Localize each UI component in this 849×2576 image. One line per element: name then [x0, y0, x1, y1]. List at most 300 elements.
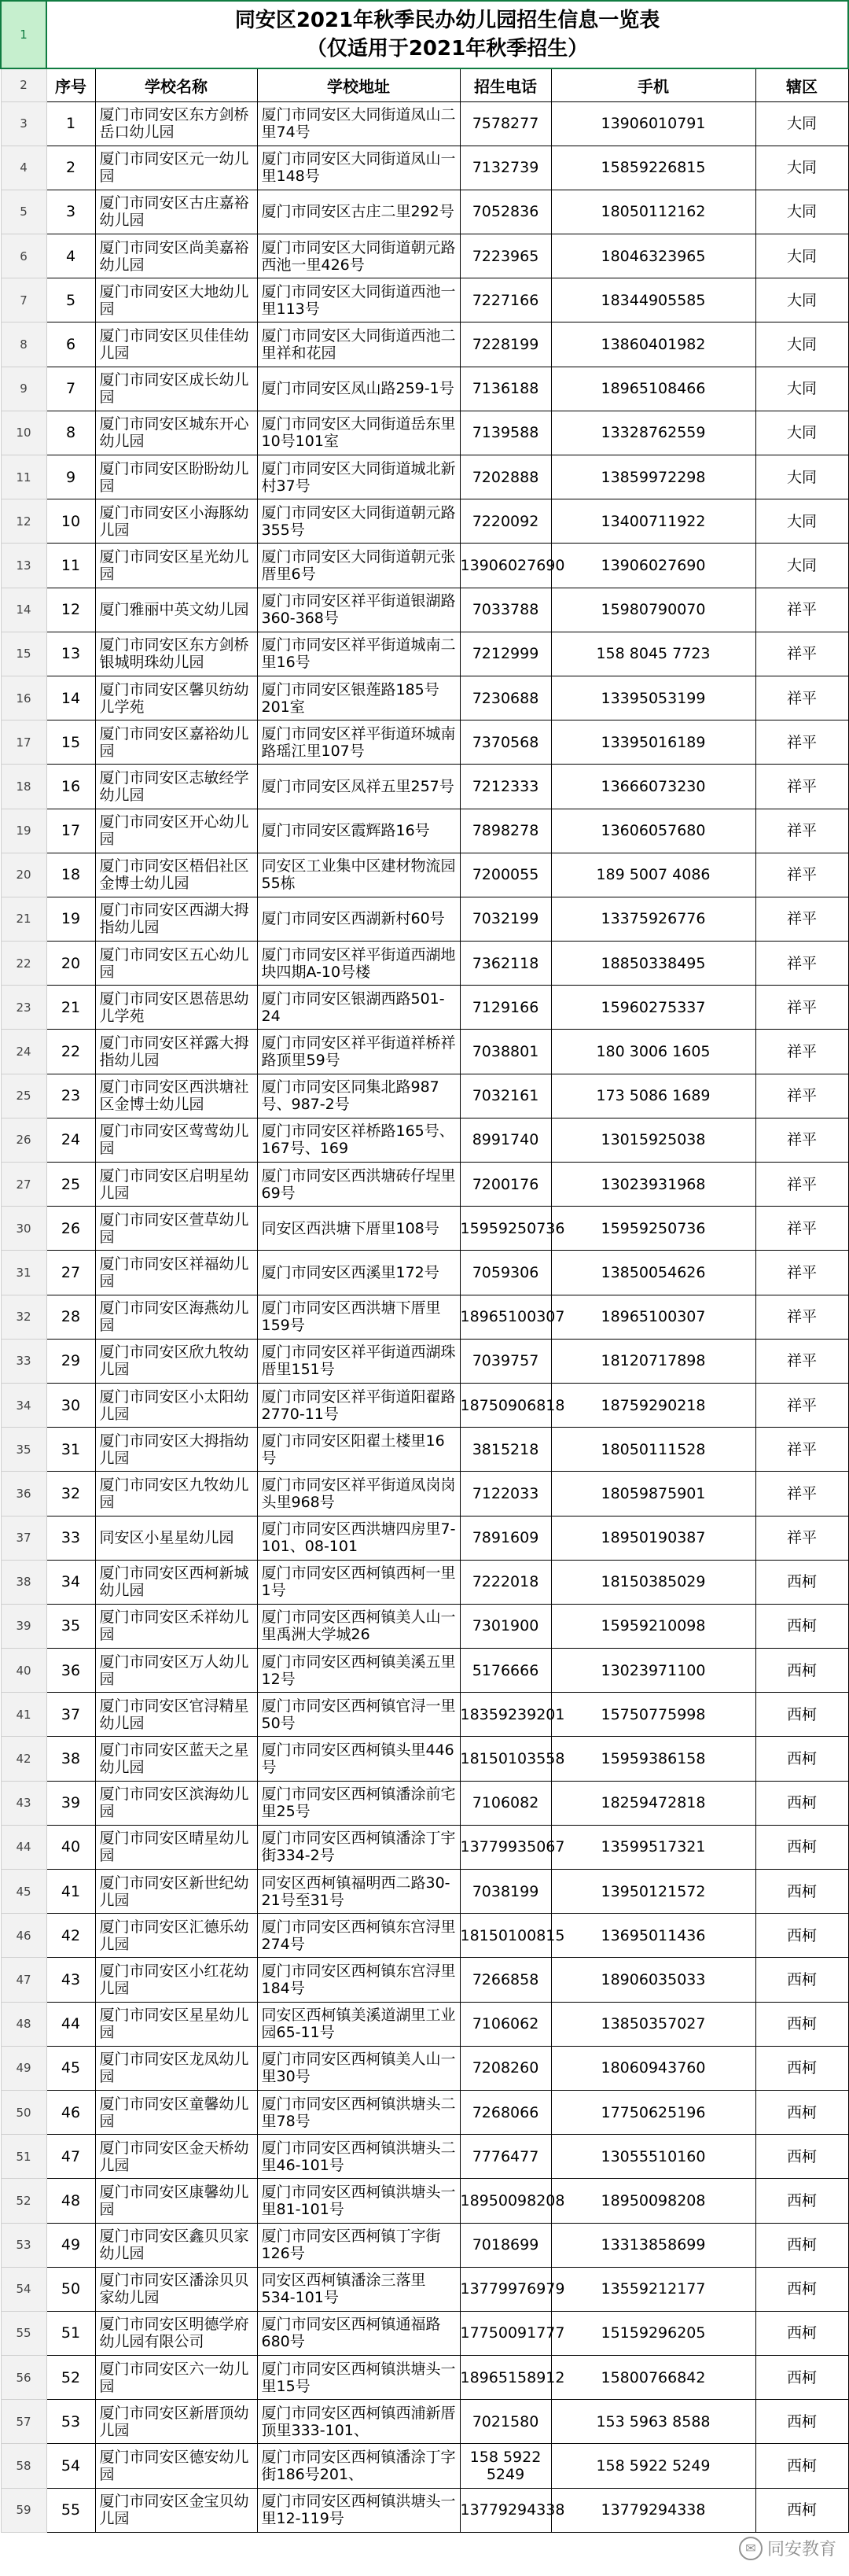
cell-tel[interactable]: 7129166 — [460, 986, 551, 1030]
cell-address[interactable]: 厦门市同安区西柯镇潘涂丁宇街334-2号 — [257, 1825, 460, 1869]
cell-name[interactable]: 厦门市同安区金天桥幼儿园 — [95, 2135, 257, 2179]
cell-address[interactable]: 厦门市同安区同集北路987号、987-2号 — [257, 1074, 460, 1118]
cell-address[interactable]: 厦门市同安区西柯镇西浦新厝顶里333-101、 — [257, 2400, 460, 2444]
cell-tel[interactable]: 7208260 — [460, 2046, 551, 2090]
cell-address[interactable]: 厦门市同安区西柯镇美溪五里12号 — [257, 1649, 460, 1693]
cell-mobile[interactable]: 18950098208 — [551, 2179, 755, 2223]
row-number[interactable]: 19 — [1, 809, 46, 853]
cell-no[interactable]: 34 — [46, 1560, 95, 1604]
cell-name[interactable]: 厦门市同安区莺莺幼儿园 — [95, 1118, 257, 1162]
cell-mobile[interactable]: 18344905585 — [551, 278, 755, 322]
cell-address[interactable]: 厦门市同安区西柯镇洪塘头一里81-101号 — [257, 2179, 460, 2223]
cell-mobile[interactable]: 15800766842 — [551, 2356, 755, 2400]
cell-district[interactable]: 大同 — [755, 146, 848, 190]
cell-tel[interactable]: 7212333 — [460, 765, 551, 809]
cell-address[interactable]: 厦门市同安区西柯镇美人山一里30号 — [257, 2046, 460, 2090]
cell-name[interactable]: 厦门市同安区童馨幼儿园 — [95, 2090, 257, 2134]
cell-district[interactable]: 西柯 — [755, 1560, 848, 1604]
cell-name[interactable]: 厦门市同安区东方剑桥银城明珠幼儿园 — [95, 632, 257, 676]
cell-name[interactable]: 厦门市同安区成长幼儿园 — [95, 367, 257, 411]
cell-district[interactable]: 大同 — [755, 190, 848, 234]
cell-no[interactable]: 52 — [46, 2356, 95, 2400]
cell-no[interactable]: 46 — [46, 2090, 95, 2134]
row-number[interactable]: 8 — [1, 322, 46, 367]
cell-district[interactable]: 祥平 — [755, 1516, 848, 1560]
cell-address[interactable]: 厦门市同安区古庄二里292号 — [257, 190, 460, 234]
cell-address[interactable]: 同安区西柯镇潘涂三落里534-101号 — [257, 2267, 460, 2311]
cell-no[interactable]: 11 — [46, 544, 95, 588]
cell-district[interactable]: 祥平 — [755, 1074, 848, 1118]
cell-tel[interactable]: 18150103558 — [460, 1737, 551, 1781]
cell-name[interactable]: 厦门市同安区新世纪幼儿园 — [95, 1870, 257, 1914]
row-number[interactable]: 24 — [1, 1030, 46, 1074]
cell-address[interactable]: 厦门市同安区西柯镇东宫浔里184号 — [257, 1958, 460, 2002]
cell-address[interactable]: 厦门市同安区祥平街道西湖珠厝里151号 — [257, 1339, 460, 1383]
row-number[interactable]: 47 — [1, 1958, 46, 2002]
row-number[interactable]: 25 — [1, 1074, 46, 1118]
cell-address[interactable]: 同安区西柯镇福明西二路30-21号至31号 — [257, 1870, 460, 1914]
cell-district[interactable]: 祥平 — [755, 853, 848, 897]
row-number[interactable]: 35 — [1, 1428, 46, 1472]
cell-name[interactable]: 厦门市同安区东方剑桥岳口幼儿园 — [95, 101, 257, 146]
row-number[interactable]: 14 — [1, 588, 46, 632]
cell-district[interactable]: 大同 — [755, 544, 848, 588]
cell-district[interactable]: 西柯 — [755, 2135, 848, 2179]
cell-name[interactable]: 厦门市同安区星光幼儿园 — [95, 544, 257, 588]
cell-district[interactable]: 祥平 — [755, 942, 848, 986]
cell-name[interactable]: 厦门市同安区海燕幼儿园 — [95, 1295, 257, 1339]
cell-no[interactable]: 47 — [46, 2135, 95, 2179]
cell-name[interactable]: 厦门市同安区小海豚幼儿园 — [95, 499, 257, 544]
cell-mobile[interactable]: 13666073230 — [551, 765, 755, 809]
cell-tel[interactable]: 7132739 — [460, 146, 551, 190]
cell-district[interactable]: 西柯 — [755, 2400, 848, 2444]
cell-no[interactable]: 8 — [46, 411, 95, 455]
cell-name[interactable]: 厦门市同安区小红花幼儿园 — [95, 1958, 257, 2002]
header-name[interactable]: 学校名称 — [95, 68, 257, 101]
cell-address[interactable]: 厦门市同安区大同街道岳东里10号101室 — [257, 411, 460, 455]
cell-address[interactable]: 厦门市同安区西柯镇潘涂丁字街186号201、 — [257, 2444, 460, 2488]
cell-address[interactable]: 厦门市同安区西柯镇西柯一里1号 — [257, 1560, 460, 1604]
row-number[interactable]: 11 — [1, 455, 46, 499]
cell-tel[interactable]: 7222018 — [460, 1560, 551, 1604]
row-number[interactable]: 15 — [1, 632, 46, 676]
cell-name[interactable]: 厦门市同安区古庄嘉裕幼儿园 — [95, 190, 257, 234]
cell-no[interactable]: 7 — [46, 367, 95, 411]
cell-tel[interactable]: 13779976979 — [460, 2267, 551, 2311]
cell-name[interactable]: 厦门市同安区西柯新城幼儿园 — [95, 1560, 257, 1604]
cell-address[interactable]: 厦门市同安区霞辉路16号 — [257, 809, 460, 853]
cell-name[interactable]: 厦门市同安区梧侣社区金博士幼儿园 — [95, 853, 257, 897]
cell-name[interactable]: 厦门市同安区潘涂贝贝家幼儿园 — [95, 2267, 257, 2311]
cell-no[interactable]: 6 — [46, 322, 95, 367]
cell-mobile[interactable]: 13023931968 — [551, 1163, 755, 1207]
cell-tel[interactable]: 15959250736 — [460, 1207, 551, 1251]
cell-mobile[interactable]: 17750625196 — [551, 2090, 755, 2134]
cell-name[interactable]: 厦门市同安区明德学府幼儿园有限公司 — [95, 2311, 257, 2355]
cell-tel[interactable]: 7038199 — [460, 1870, 551, 1914]
cell-name[interactable]: 厦门市同安区大拇指幼儿园 — [95, 1428, 257, 1472]
cell-district[interactable]: 西柯 — [755, 2090, 848, 2134]
cell-mobile[interactable]: 18059875901 — [551, 1472, 755, 1516]
cell-address[interactable]: 厦门市同安区西柯镇丁字街126号 — [257, 2223, 460, 2267]
cell-mobile[interactable]: 13400711922 — [551, 499, 755, 544]
cell-no[interactable]: 55 — [46, 2488, 95, 2532]
cell-address[interactable]: 厦门市同安区西柯镇洪塘头一里12-119号 — [257, 2488, 460, 2532]
cell-name[interactable]: 厦门市同安区官浔精星幼儿园 — [95, 1693, 257, 1737]
cell-district[interactable]: 西柯 — [755, 2179, 848, 2223]
cell-tel[interactable]: 7052836 — [460, 190, 551, 234]
header-mobile[interactable]: 手机 — [551, 68, 755, 101]
cell-address[interactable]: 厦门市同安区西湖新村60号 — [257, 897, 460, 941]
cell-district[interactable]: 西柯 — [755, 1825, 848, 1869]
cell-no[interactable]: 30 — [46, 1383, 95, 1427]
row-number[interactable]: 36 — [1, 1472, 46, 1516]
cell-mobile[interactable]: 18120717898 — [551, 1339, 755, 1383]
row-number[interactable]: 23 — [1, 986, 46, 1030]
cell-name[interactable]: 厦门市同安区开心幼儿园 — [95, 809, 257, 853]
row-number[interactable]: 3 — [1, 101, 46, 146]
header-no[interactable]: 序号 — [46, 68, 95, 101]
cell-district[interactable]: 祥平 — [755, 676, 848, 720]
cell-name[interactable]: 厦门市同安区德安幼儿园 — [95, 2444, 257, 2488]
cell-no[interactable]: 16 — [46, 765, 95, 809]
cell-district[interactable]: 祥平 — [755, 720, 848, 765]
cell-address[interactable]: 厦门市同安区大同街道西池二里祥和花园 — [257, 322, 460, 367]
cell-address[interactable]: 厦门市同安区祥平街道凤岗岗头里968号 — [257, 1472, 460, 1516]
cell-mobile[interactable]: 18965100307 — [551, 1295, 755, 1339]
cell-district[interactable]: 大同 — [755, 322, 848, 367]
row-number[interactable]: 1 — [1, 1, 46, 68]
cell-address[interactable]: 厦门市同安区西柯镇潘涂前宅里25号 — [257, 1781, 460, 1825]
cell-mobile[interactable]: 13850357027 — [551, 2002, 755, 2046]
cell-address[interactable]: 厦门市同安区祥平街道阳翟路2770-11号 — [257, 1383, 460, 1427]
cell-address[interactable]: 厦门市同安区西柯镇美人山一里禹洲大学城26 — [257, 1604, 460, 1648]
cell-no[interactable]: 13 — [46, 632, 95, 676]
cell-no[interactable]: 31 — [46, 1428, 95, 1472]
row-number[interactable]: 40 — [1, 1649, 46, 1693]
row-number[interactable]: 18 — [1, 765, 46, 809]
cell-no[interactable]: 37 — [46, 1693, 95, 1737]
cell-district[interactable]: 大同 — [755, 367, 848, 411]
row-number[interactable]: 30 — [1, 1207, 46, 1251]
cell-district[interactable]: 西柯 — [755, 2002, 848, 2046]
cell-mobile[interactable]: 15159296205 — [551, 2311, 755, 2355]
cell-district[interactable]: 祥平 — [755, 1428, 848, 1472]
cell-address[interactable]: 厦门市同安区西柯镇洪塘头二里78号 — [257, 2090, 460, 2134]
cell-district[interactable]: 祥平 — [755, 1383, 848, 1427]
cell-no[interactable]: 12 — [46, 588, 95, 632]
cell-name[interactable]: 厦门市同安区蓝天之星幼儿园 — [95, 1737, 257, 1781]
header-address[interactable]: 学校地址 — [257, 68, 460, 101]
cell-tel[interactable]: 7223965 — [460, 234, 551, 278]
cell-name[interactable]: 厦门市同安区馨贝纺幼儿学苑 — [95, 676, 257, 720]
cell-tel[interactable]: 18150100815 — [460, 1914, 551, 1958]
row-number[interactable]: 59 — [1, 2488, 46, 2532]
cell-district[interactable]: 祥平 — [755, 1339, 848, 1383]
row-number[interactable]: 50 — [1, 2090, 46, 2134]
cell-name[interactable]: 厦门市同安区晴星幼儿园 — [95, 1825, 257, 1869]
cell-tel[interactable]: 18950098208 — [460, 2179, 551, 2223]
row-number[interactable]: 51 — [1, 2135, 46, 2179]
cell-no[interactable]: 26 — [46, 1207, 95, 1251]
cell-tel[interactable]: 7266858 — [460, 1958, 551, 2002]
cell-mobile[interactable]: 173 5086 1689 — [551, 1074, 755, 1118]
cell-tel[interactable]: 8991740 — [460, 1118, 551, 1162]
cell-mobile[interactable]: 13860401982 — [551, 322, 755, 367]
cell-no[interactable]: 29 — [46, 1339, 95, 1383]
cell-district[interactable]: 西柯 — [755, 1870, 848, 1914]
cell-mobile[interactable]: 15959250736 — [551, 1207, 755, 1251]
cell-address[interactable]: 厦门市同安区西柯镇头里446号 — [257, 1737, 460, 1781]
cell-district[interactable]: 西柯 — [755, 2444, 848, 2488]
cell-tel[interactable]: 7776477 — [460, 2135, 551, 2179]
cell-district[interactable]: 西柯 — [755, 2488, 848, 2532]
cell-district[interactable]: 西柯 — [755, 2311, 848, 2355]
cell-tel[interactable]: 18965100307 — [460, 1295, 551, 1339]
cell-tel[interactable]: 7891609 — [460, 1516, 551, 1560]
cell-mobile[interactable]: 13906010791 — [551, 101, 755, 146]
row-number[interactable]: 58 — [1, 2444, 46, 2488]
cell-name[interactable]: 厦门市同安区金宝贝幼儿园 — [95, 2488, 257, 2532]
row-number[interactable]: 38 — [1, 1560, 46, 1604]
cell-tel[interactable]: 7038801 — [460, 1030, 551, 1074]
cell-mobile[interactable]: 18050111528 — [551, 1428, 755, 1472]
cell-district[interactable]: 大同 — [755, 101, 848, 146]
cell-no[interactable]: 1 — [46, 101, 95, 146]
cell-address[interactable]: 厦门市同安区西洪塘下厝里159号 — [257, 1295, 460, 1339]
cell-mobile[interactable]: 180 3006 1605 — [551, 1030, 755, 1074]
cell-tel[interactable]: 13779935067 — [460, 1825, 551, 1869]
cell-tel[interactable]: 7898278 — [460, 809, 551, 853]
row-number[interactable]: 10 — [1, 411, 46, 455]
cell-district[interactable]: 西柯 — [755, 2267, 848, 2311]
header-district[interactable]: 辖区 — [755, 68, 848, 101]
cell-tel[interactable]: 7059306 — [460, 1251, 551, 1295]
cell-name[interactable]: 厦门市同安区六一幼儿园 — [95, 2356, 257, 2400]
row-number[interactable]: 4 — [1, 146, 46, 190]
cell-name[interactable]: 厦门市同安区九牧幼儿园 — [95, 1472, 257, 1516]
row-number[interactable]: 46 — [1, 1914, 46, 1958]
row-number[interactable]: 6 — [1, 234, 46, 278]
cell-tel[interactable]: 7370568 — [460, 720, 551, 765]
cell-district[interactable]: 大同 — [755, 499, 848, 544]
cell-tel[interactable]: 7122033 — [460, 1472, 551, 1516]
cell-mobile[interactable]: 18060943760 — [551, 2046, 755, 2090]
cell-mobile[interactable]: 18906035033 — [551, 1958, 755, 2002]
cell-tel[interactable]: 7228199 — [460, 322, 551, 367]
cell-no[interactable]: 25 — [46, 1163, 95, 1207]
cell-address[interactable]: 厦门市同安区大同街道朝元路355号 — [257, 499, 460, 544]
cell-district[interactable]: 大同 — [755, 234, 848, 278]
cell-mobile[interactable]: 18950190387 — [551, 1516, 755, 1560]
cell-name[interactable]: 厦门雅丽中英文幼儿园 — [95, 588, 257, 632]
row-number[interactable]: 45 — [1, 1870, 46, 1914]
cell-mobile[interactable]: 13395016189 — [551, 720, 755, 765]
cell-tel[interactable]: 7032199 — [460, 897, 551, 941]
cell-tel[interactable]: 18965158912 — [460, 2356, 551, 2400]
cell-mobile[interactable]: 13015925038 — [551, 1118, 755, 1162]
cell-mobile[interactable]: 13695011436 — [551, 1914, 755, 1958]
cell-tel[interactable]: 7021580 — [460, 2400, 551, 2444]
cell-name[interactable]: 厦门市同安区禾祥幼儿园 — [95, 1604, 257, 1648]
cell-name[interactable]: 厦门市同安区大地幼儿园 — [95, 278, 257, 322]
cell-no[interactable]: 17 — [46, 809, 95, 853]
cell-address[interactable]: 厦门市同安区祥平街道银湖路360-368号 — [257, 588, 460, 632]
cell-no[interactable]: 10 — [46, 499, 95, 544]
cell-no[interactable]: 50 — [46, 2267, 95, 2311]
cell-district[interactable]: 西柯 — [755, 1781, 848, 1825]
cell-tel[interactable]: 7018699 — [460, 2223, 551, 2267]
row-number[interactable]: 32 — [1, 1295, 46, 1339]
cell-name[interactable]: 厦门市同安区城东开心幼儿园 — [95, 411, 257, 455]
cell-mobile[interactable]: 13328762559 — [551, 411, 755, 455]
cell-no[interactable]: 35 — [46, 1604, 95, 1648]
row-number[interactable]: 44 — [1, 1825, 46, 1869]
row-number[interactable]: 2 — [1, 68, 46, 101]
cell-address[interactable]: 同安区工业集中区建材物流园55栋 — [257, 853, 460, 897]
cell-district[interactable]: 西柯 — [755, 1604, 848, 1648]
cell-address[interactable]: 厦门市同安区西柯镇官浔一里50号 — [257, 1693, 460, 1737]
cell-name[interactable]: 厦门市同安区恩蓓思幼儿学苑 — [95, 986, 257, 1030]
cell-address[interactable]: 厦门市同安区凤山路259-1号 — [257, 367, 460, 411]
cell-name[interactable]: 厦门市同安区贝佳佳幼儿园 — [95, 322, 257, 367]
row-number[interactable]: 26 — [1, 1118, 46, 1162]
cell-no[interactable]: 20 — [46, 942, 95, 986]
cell-address[interactable]: 厦门市同安区西柯镇东宫浔里274号 — [257, 1914, 460, 1958]
cell-mobile[interactable]: 13779294338 — [551, 2488, 755, 2532]
cell-address[interactable]: 厦门市同安区银莲路185号201室 — [257, 676, 460, 720]
cell-mobile[interactable]: 13850054626 — [551, 1251, 755, 1295]
cell-mobile[interactable]: 15959210098 — [551, 1604, 755, 1648]
cell-address[interactable]: 厦门市同安区大同街道西池一里113号 — [257, 278, 460, 322]
cell-no[interactable]: 19 — [46, 897, 95, 941]
cell-no[interactable]: 39 — [46, 1781, 95, 1825]
cell-no[interactable]: 24 — [46, 1118, 95, 1162]
cell-mobile[interactable]: 158 5922 5249 — [551, 2444, 755, 2488]
cell-district[interactable]: 祥平 — [755, 1472, 848, 1516]
cell-mobile[interactable]: 13599517321 — [551, 1825, 755, 1869]
cell-no[interactable]: 49 — [46, 2223, 95, 2267]
cell-no[interactable]: 15 — [46, 720, 95, 765]
cell-tel[interactable]: 7039757 — [460, 1339, 551, 1383]
cell-address[interactable]: 厦门市同安区银湖西路501-24 — [257, 986, 460, 1030]
cell-address[interactable]: 厦门市同安区阳翟土楼里16号 — [257, 1428, 460, 1472]
cell-address[interactable]: 厦门市同安区祥平街道环城南路瑶江里107号 — [257, 720, 460, 765]
cell-name[interactable]: 厦门市同安区元一幼儿园 — [95, 146, 257, 190]
cell-mobile[interactable]: 18259472818 — [551, 1781, 755, 1825]
cell-tel[interactable]: 7212999 — [460, 632, 551, 676]
row-number[interactable]: 41 — [1, 1693, 46, 1737]
cell-no[interactable]: 40 — [46, 1825, 95, 1869]
row-number[interactable]: 34 — [1, 1383, 46, 1427]
cell-mobile[interactable]: 13859972298 — [551, 455, 755, 499]
row-number[interactable]: 33 — [1, 1339, 46, 1383]
row-number[interactable]: 20 — [1, 853, 46, 897]
cell-mobile[interactable]: 13313858699 — [551, 2223, 755, 2267]
cell-no[interactable]: 27 — [46, 1251, 95, 1295]
cell-no[interactable]: 54 — [46, 2444, 95, 2488]
cell-no[interactable]: 4 — [46, 234, 95, 278]
cell-tel[interactable]: 13779294338 — [460, 2488, 551, 2532]
cell-mobile[interactable]: 13395053199 — [551, 676, 755, 720]
cell-mobile[interactable]: 158 8045 7723 — [551, 632, 755, 676]
cell-mobile[interactable]: 13950121572 — [551, 1870, 755, 1914]
cell-district[interactable]: 西柯 — [755, 2223, 848, 2267]
cell-mobile[interactable]: 15960275337 — [551, 986, 755, 1030]
cell-name[interactable]: 厦门市同安区小太阳幼儿园 — [95, 1383, 257, 1427]
cell-no[interactable]: 44 — [46, 2002, 95, 2046]
cell-name[interactable]: 厦门市同安区康馨幼儿园 — [95, 2179, 257, 2223]
cell-tel[interactable]: 7139588 — [460, 411, 551, 455]
row-number[interactable]: 49 — [1, 2046, 46, 2090]
cell-name[interactable]: 厦门市同安区盼盼幼儿园 — [95, 455, 257, 499]
cell-address[interactable]: 厦门市同安区西溪里172号 — [257, 1251, 460, 1295]
cell-mobile[interactable]: 18850338495 — [551, 942, 755, 986]
cell-district[interactable]: 西柯 — [755, 1649, 848, 1693]
cell-name[interactable]: 厦门市同安区萱草幼儿园 — [95, 1207, 257, 1251]
cell-no[interactable]: 28 — [46, 1295, 95, 1339]
cell-tel[interactable]: 17750091777 — [460, 2311, 551, 2355]
cell-district[interactable]: 大同 — [755, 411, 848, 455]
row-number[interactable]: 39 — [1, 1604, 46, 1648]
cell-district[interactable]: 祥平 — [755, 897, 848, 941]
row-number[interactable]: 52 — [1, 2179, 46, 2223]
cell-address[interactable]: 同安区西洪塘下厝里108号 — [257, 1207, 460, 1251]
cell-district[interactable]: 西柯 — [755, 2046, 848, 2090]
cell-tel[interactable]: 7202888 — [460, 455, 551, 499]
cell-no[interactable]: 23 — [46, 1074, 95, 1118]
cell-mobile[interactable]: 18965108466 — [551, 367, 755, 411]
header-tel[interactable]: 招生电话 — [460, 68, 551, 101]
cell-address[interactable]: 厦门市同安区西柯镇洪塘头一里15号 — [257, 2356, 460, 2400]
row-number[interactable]: 13 — [1, 544, 46, 588]
cell-name[interactable]: 厦门市同安区祥露大拇指幼儿园 — [95, 1030, 257, 1074]
cell-mobile[interactable]: 18759290218 — [551, 1383, 755, 1427]
cell-no[interactable]: 22 — [46, 1030, 95, 1074]
cell-name[interactable]: 厦门市同安区嘉裕幼儿园 — [95, 720, 257, 765]
row-number[interactable]: 7 — [1, 278, 46, 322]
cell-no[interactable]: 36 — [46, 1649, 95, 1693]
row-number[interactable]: 12 — [1, 499, 46, 544]
cell-district[interactable]: 西柯 — [755, 1958, 848, 2002]
cell-name[interactable]: 厦门市同安区汇德乐幼儿园 — [95, 1914, 257, 1958]
cell-tel[interactable]: 3815218 — [460, 1428, 551, 1472]
cell-tel[interactable]: 5176666 — [460, 1649, 551, 1693]
row-number[interactable]: 17 — [1, 720, 46, 765]
cell-no[interactable]: 53 — [46, 2400, 95, 2444]
cell-no[interactable]: 18 — [46, 853, 95, 897]
cell-mobile[interactable]: 153 5963 8588 — [551, 2400, 755, 2444]
cell-name[interactable]: 厦门市同安区志敏经学幼儿园 — [95, 765, 257, 809]
cell-tel[interactable]: 7227166 — [460, 278, 551, 322]
cell-district[interactable]: 大同 — [755, 278, 848, 322]
cell-address[interactable]: 厦门市同安区大同街道朝元张厝里6号 — [257, 544, 460, 588]
cell-mobile[interactable]: 13559212177 — [551, 2267, 755, 2311]
cell-district[interactable]: 西柯 — [755, 1914, 848, 1958]
row-number[interactable]: 57 — [1, 2400, 46, 2444]
row-number[interactable]: 54 — [1, 2267, 46, 2311]
cell-address[interactable]: 厦门市同安区祥桥路165号、167号、169 — [257, 1118, 460, 1162]
sheet-title[interactable] — [46, 1, 848, 68]
cell-name[interactable]: 厦门市同安区五心幼儿园 — [95, 942, 257, 986]
cell-no[interactable]: 5 — [46, 278, 95, 322]
cell-address[interactable]: 厦门市同安区西柯镇洪塘头二里46-101号 — [257, 2135, 460, 2179]
cell-no[interactable]: 42 — [46, 1914, 95, 1958]
cell-tel[interactable]: 7362118 — [460, 942, 551, 986]
cell-name[interactable]: 厦门市同安区鑫贝贝家幼儿园 — [95, 2223, 257, 2267]
cell-tel[interactable]: 18750906818 — [460, 1383, 551, 1427]
